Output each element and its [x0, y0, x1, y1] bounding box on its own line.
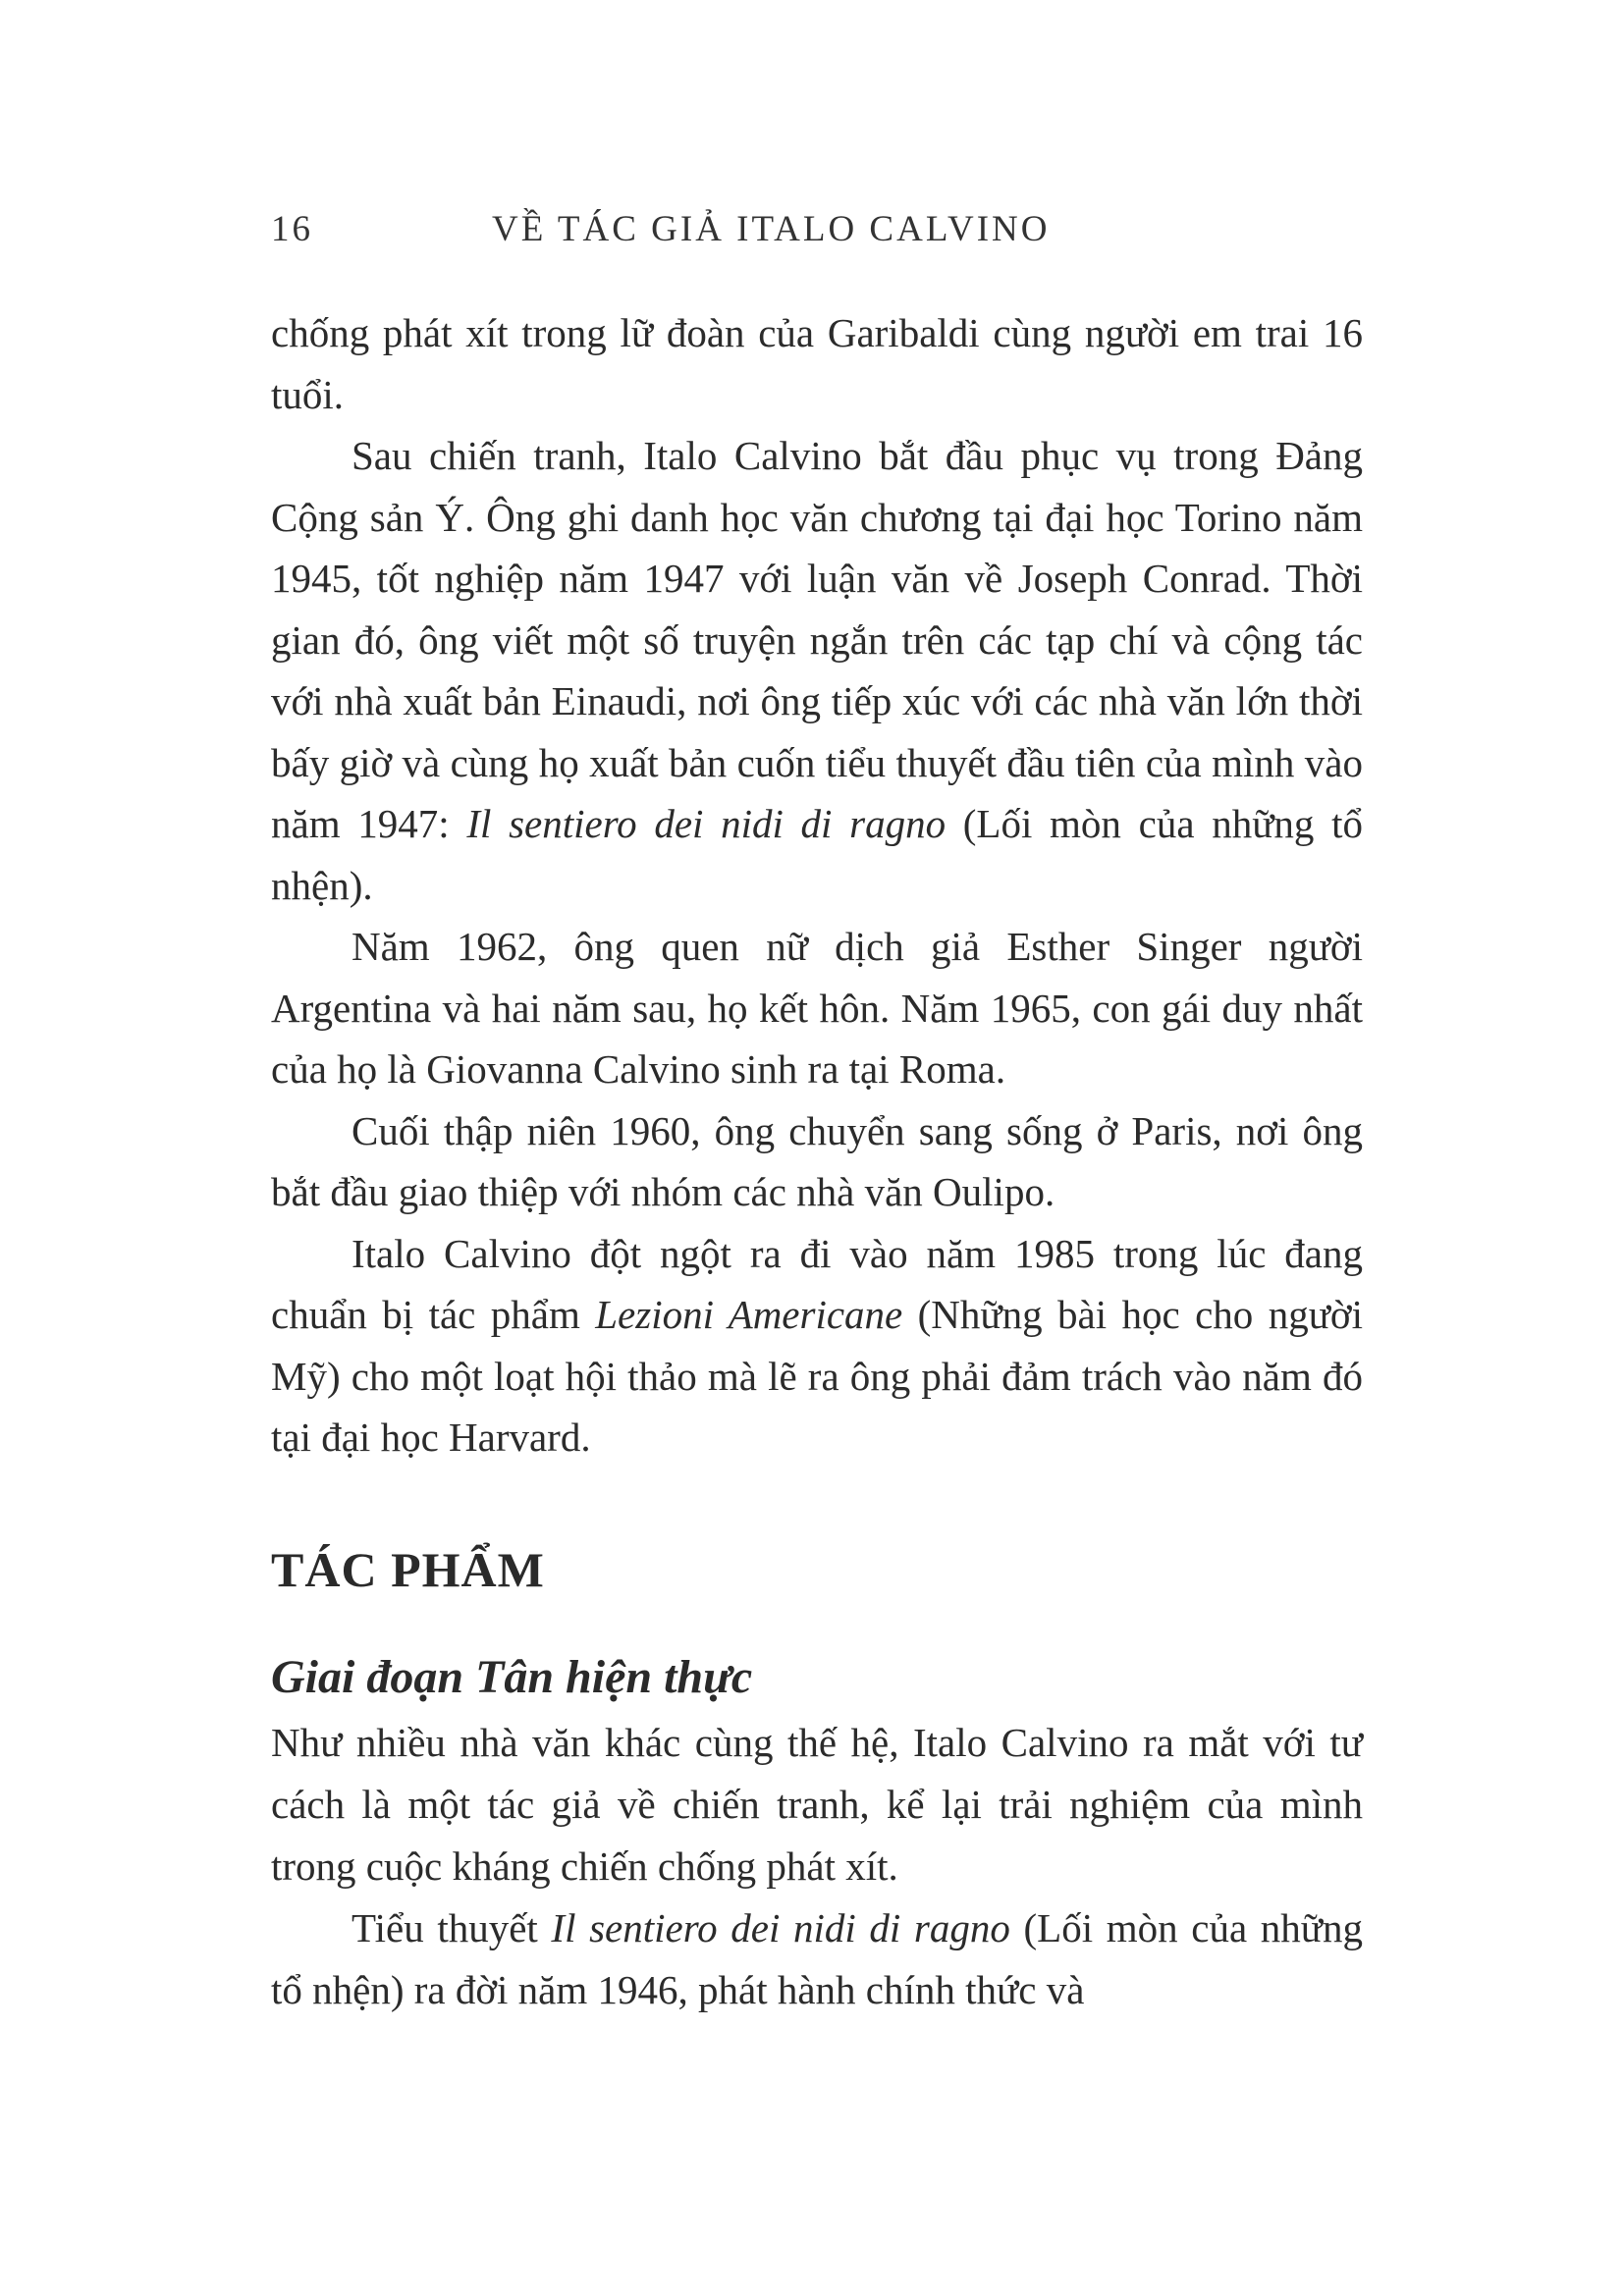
section-paragraph-2-text: Tiểu thuyết — [352, 1905, 552, 1950]
running-header — [271, 208, 1371, 263]
paragraph-3-text: Năm 1962, ông quen nữ dịch giả Esther Singer người Argentina và hai năm sau, họ kết hôn. Năm 1965, con gái duy nhất của họ là Giovanna Calvino sinh ra tại Roma. — [271, 924, 1363, 1092]
paragraph-2 — [271, 425, 1363, 916]
body-text — [271, 302, 1363, 1468]
section-paragraph-1-text: Như nhiều nhà văn khác cùng thế hệ, Italo Calvino ra mắt với tư cách là một tác giả về chiến tranh, kể lại trải nghiệm của mình trong cuộc kháng chiến chống phát xít. — [271, 1720, 1363, 1889]
paragraph-1 — [271, 302, 1363, 425]
running-title: VỀ TÁC GIẢ ITALO CALVINO — [492, 209, 1051, 249]
paragraph-1-text: chống phát xít trong lữ đoàn của Garibaldi cùng người em trai 16 tuổi. — [271, 310, 1363, 417]
section-subheading: Giai đoạn Tân hiện thực — [271, 1651, 753, 1703]
paragraph-5-text: Italo Calvino đột ngột ra đi vào năm 1985 trong lúc đang chuẩn bị tác phẩm — [271, 1230, 1363, 1337]
book-title-il-sentiero-2: Il sentiero dei nidi di ragno — [551, 1905, 1010, 1950]
paragraph-3 — [271, 916, 1363, 1100]
paragraph-2-text: Sau chiến tranh, Italo Calvino bắt đầu phục vụ trong Đảng Cộng sản Ý. Ông ghi danh học văn chương tại đại học Torino năm 1945, tốt nghiệp năm 1947 với luận văn về Joseph Conrad. Thời gian đó, ông viết một số truyện ngắn trên các tạp chí và cộng tác với nhà xuất bản Einaudi, nơi ông tiếp xúc với các nhà văn lớn thời bấy giờ và cùng họ xuất bản cuốn tiểu thuyết đầu tiên của mình vào năm 1947: — [271, 433, 1363, 846]
page-number: 16 — [271, 209, 313, 249]
paragraph-5-after: (Những bài học cho người Mỹ) cho một loạt hội thảo mà lẽ ra ông phải đảm trách vào năm đó tại đại học Harvard. — [271, 1292, 1363, 1460]
paragraph-4-text: Cuối thập niên 1960, ông chuyển sang sống ở Paris, nơi ông bắt đầu giao thiệp với nhóm các nhà văn Oulipo. — [271, 1107, 1363, 1214]
book-title-lezioni: Lezioni Americane — [595, 1292, 903, 1337]
book-title-il-sentiero: Il sentiero dei nidi di ragno — [466, 801, 947, 846]
section-paragraph-2 — [271, 1897, 1363, 2021]
paragraph-2-after: (Lối mòn của những tổ nhện). — [271, 801, 1363, 908]
paragraph-5 — [271, 1223, 1363, 1468]
paragraph-4 — [271, 1100, 1363, 1223]
section-body-text — [271, 1712, 1363, 2021]
section-paragraph-2-after: (Lối mòn của những tổ nhện) ra đời năm 1946, phát hành chính thức và — [271, 1905, 1363, 2012]
section-heading: TÁC PHẨM — [271, 1542, 545, 1597]
section-paragraph-1 — [271, 1712, 1363, 1897]
